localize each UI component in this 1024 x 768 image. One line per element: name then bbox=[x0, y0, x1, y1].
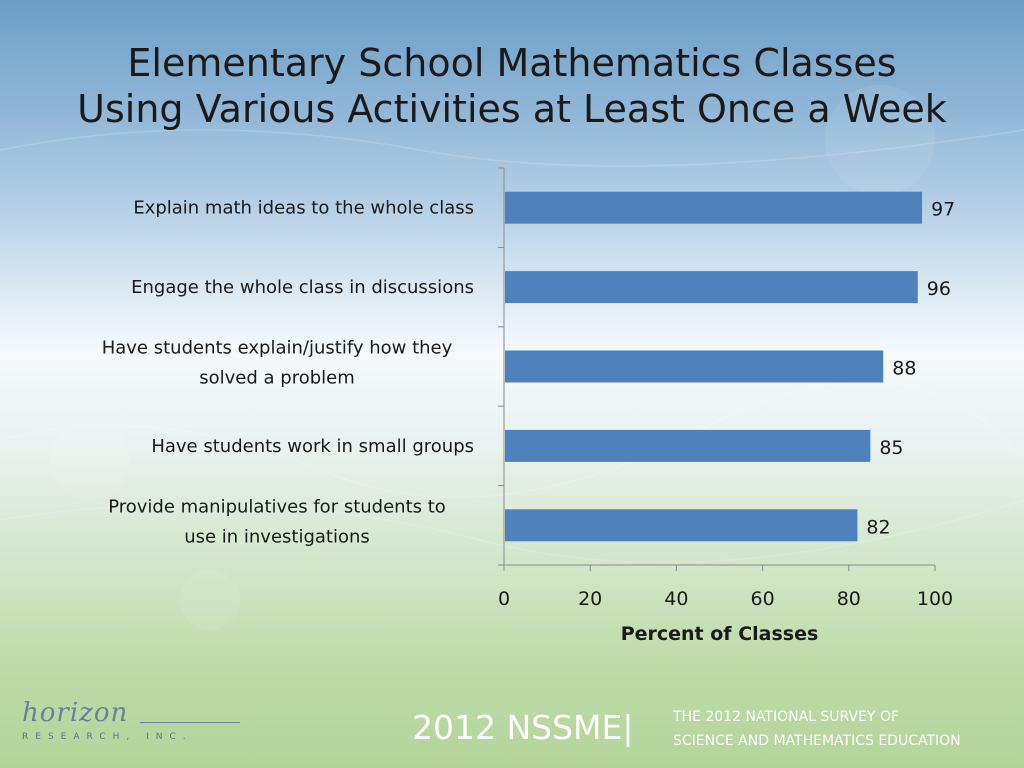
logo-subtitle: RESEARCH, INC. bbox=[22, 732, 193, 742]
category-label-line: Have students explain/justify how they bbox=[101, 337, 453, 359]
footer-survey-line-2: SCIENCE AND MATHEMATICS EDUCATION bbox=[673, 733, 961, 749]
x-tick-label: 20 bbox=[578, 588, 603, 610]
chart-title-line-1: Elementary School Mathematics Classes bbox=[127, 41, 897, 85]
bar bbox=[505, 192, 922, 224]
logo-underline bbox=[140, 722, 240, 723]
footer-nssme-label: 2012 NSSME| bbox=[412, 708, 634, 747]
x-tick-label: 100 bbox=[916, 588, 954, 610]
category-label bbox=[102, 338, 453, 389]
bar-value-label: 97 bbox=[931, 198, 956, 221]
category-label: Have students work in small groups bbox=[151, 435, 474, 457]
x-tick-label: 80 bbox=[836, 588, 861, 610]
category-label: Engage the whole class in discussions bbox=[131, 277, 474, 299]
category-label-line: Provide manipulatives for students to bbox=[108, 496, 446, 518]
bar-value-label: 96 bbox=[926, 278, 951, 301]
horizon-research-logo bbox=[20, 700, 240, 750]
x-tick-label: 0 bbox=[497, 588, 511, 610]
bar bbox=[505, 430, 870, 462]
footer-survey-line-1: THE 2012 NATIONAL SURVEY OF bbox=[673, 709, 900, 725]
x-axis-title: Percent of Classes bbox=[620, 623, 819, 645]
logo-script-text: horizon bbox=[22, 698, 129, 728]
bar bbox=[505, 351, 883, 383]
bar bbox=[505, 271, 918, 303]
x-tick-label: 60 bbox=[750, 588, 775, 610]
category-label: Explain math ideas to the whole class bbox=[133, 197, 474, 219]
bar-value-label: 82 bbox=[866, 516, 891, 539]
chart-title-line-2: Using Various Activities at Least Once a Week bbox=[77, 87, 947, 131]
category-label bbox=[108, 496, 446, 547]
x-tick-label: 40 bbox=[664, 588, 689, 610]
footer-survey-title bbox=[673, 705, 961, 753]
category-label-line: solved a problem bbox=[199, 367, 355, 389]
bar-value-label: 88 bbox=[892, 357, 917, 380]
category-label-line: use in investigations bbox=[184, 526, 370, 548]
bar bbox=[505, 509, 857, 541]
bar-value-label: 85 bbox=[879, 436, 904, 459]
